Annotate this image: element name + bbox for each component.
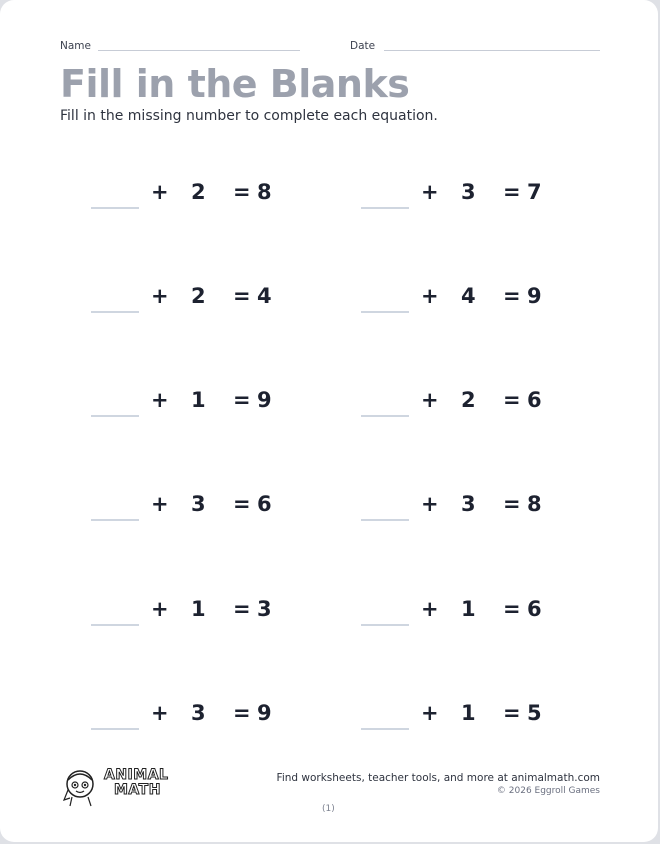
plus-sign: + — [151, 597, 169, 621]
equals-sign: = — [233, 284, 251, 308]
result: 8 — [257, 180, 272, 204]
date-field[interactable] — [384, 50, 600, 51]
girl-mascot-icon — [60, 766, 104, 808]
answer-blank[interactable] — [91, 624, 139, 626]
equals-sign: = — [233, 597, 251, 621]
equals-sign: = — [233, 492, 251, 516]
result: 4 — [257, 284, 272, 308]
answer-blank[interactable] — [91, 519, 139, 521]
equation-problem — [361, 486, 561, 536]
addend: 2 — [191, 284, 206, 308]
result: 6 — [257, 492, 272, 516]
equals-sign: = — [503, 701, 521, 725]
result: 3 — [257, 597, 272, 621]
addend: 1 — [461, 597, 476, 621]
plus-sign: + — [151, 284, 169, 308]
plus-sign: + — [421, 492, 439, 516]
logo-line2: MATH — [114, 782, 161, 798]
answer-blank[interactable] — [91, 311, 139, 313]
plus-sign: + — [421, 597, 439, 621]
answer-blank[interactable] — [91, 207, 139, 209]
addend: 3 — [461, 492, 476, 516]
result: 9 — [527, 284, 542, 308]
animal-math-logo — [60, 766, 170, 808]
equals-sign: = — [503, 388, 521, 412]
equation-problem — [361, 695, 561, 745]
answer-blank[interactable] — [361, 311, 409, 313]
equation-problem — [91, 486, 291, 536]
answer-blank[interactable] — [361, 207, 409, 209]
answer-blank[interactable] — [361, 519, 409, 521]
addend: 3 — [461, 180, 476, 204]
addend: 1 — [191, 388, 206, 412]
equation-problem — [361, 278, 561, 328]
logo-line1: ANIMAL — [104, 767, 169, 783]
answer-blank[interactable] — [91, 415, 139, 417]
footer-copyright: © 2026 Eggroll Games — [496, 786, 600, 796]
result: 6 — [527, 597, 542, 621]
page-number: (1) — [322, 804, 335, 814]
addend: 3 — [191, 701, 206, 725]
plus-sign: + — [151, 701, 169, 725]
answer-blank[interactable] — [361, 415, 409, 417]
name-field[interactable] — [98, 50, 300, 51]
equation-problem — [91, 174, 291, 224]
plus-sign: + — [421, 284, 439, 308]
equation-problem — [361, 591, 561, 641]
equation-problem — [361, 174, 561, 224]
equation-problem — [91, 278, 291, 328]
date-label: Date — [350, 40, 376, 52]
answer-blank[interactable] — [361, 728, 409, 730]
addend: 1 — [461, 701, 476, 725]
addend: 1 — [191, 597, 206, 621]
plus-sign: + — [421, 388, 439, 412]
addend: 3 — [191, 492, 206, 516]
page-title: Fill in the Blanks — [60, 62, 410, 106]
plus-sign: + — [151, 388, 169, 412]
equals-sign: = — [503, 492, 521, 516]
plus-sign: + — [421, 180, 439, 204]
equals-sign: = — [503, 180, 521, 204]
result: 9 — [257, 701, 272, 725]
equals-sign: = — [233, 388, 251, 412]
addend: 2 — [461, 388, 476, 412]
equals-sign: = — [233, 180, 251, 204]
equals-sign: = — [503, 597, 521, 621]
result: 5 — [527, 701, 542, 725]
result: 7 — [527, 180, 542, 204]
answer-blank[interactable] — [91, 728, 139, 730]
equation-problem — [91, 695, 291, 745]
equation-problem — [91, 591, 291, 641]
equals-sign: = — [503, 284, 521, 308]
footer-tagline: Find worksheets, teacher tools, and more at animalmath.com — [276, 772, 600, 784]
plus-sign: + — [151, 492, 169, 516]
answer-blank[interactable] — [361, 624, 409, 626]
result: 6 — [527, 388, 542, 412]
equation-problem — [361, 382, 561, 432]
result: 9 — [257, 388, 272, 412]
addend: 2 — [191, 180, 206, 204]
plus-sign: + — [151, 180, 169, 204]
equation-problem — [91, 382, 291, 432]
result: 8 — [527, 492, 542, 516]
name-label: Name — [60, 40, 91, 52]
instructions: Fill in the missing number to complete each equation. — [60, 108, 438, 124]
plus-sign: + — [421, 701, 439, 725]
equals-sign: = — [233, 701, 251, 725]
addend: 4 — [461, 284, 476, 308]
